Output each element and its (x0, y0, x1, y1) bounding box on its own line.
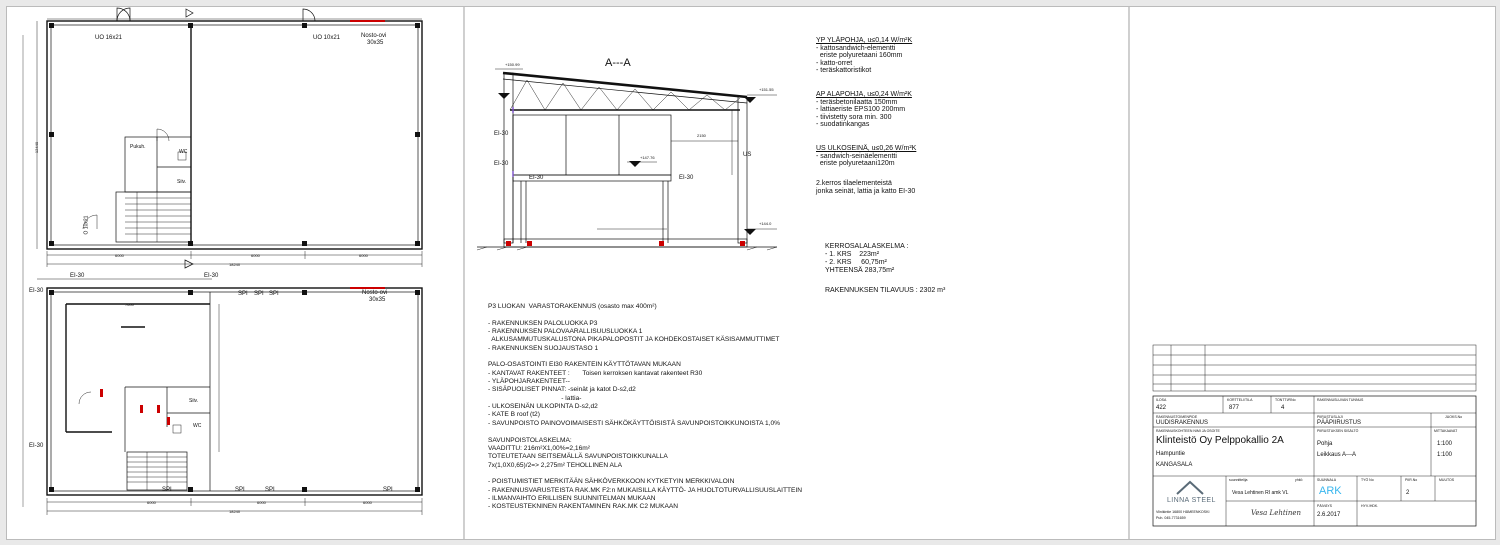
spec-us (816, 145, 916, 168)
tb-h-suunnittelu: SUUNNALA (1317, 478, 1337, 482)
level-mid: +147.76 (640, 155, 655, 160)
note-line-20: 7x(1,0X0,65)/2=> 2,275m² TEHOLLINEN ALA (488, 461, 623, 469)
upper-room-siiv: Siiv. (177, 179, 187, 185)
upper-room-wc: WC (179, 149, 188, 155)
note-line-22: - POISTUMISTIET MERKITÄÄN SÄHKÖVERKKOON KYTKETYIN MERKKIVALOIN (488, 478, 735, 486)
section-dim-2150: 2150 (697, 133, 706, 138)
logo-roof-icon (1177, 482, 1203, 494)
tb-v-ilot: 422 (1156, 405, 1167, 411)
note-line-6: - RAKENNUKSEN SUOJAUSTASO 1 (488, 344, 599, 352)
level-top-right: +151.55 (759, 87, 774, 92)
company-logo: LINNA STEEL (1167, 497, 1216, 504)
tb-h-sisalto: PIIRUSTUKSEN SISÄLTÖ (1317, 429, 1359, 433)
area-calculation (825, 243, 908, 275)
note-line-5: ALKUSAMMUTUSKALUSTONA PIKAPALOPOSTIT JA KOHDEKOSTAISET KÄSISAMMUTTIMET (488, 336, 780, 344)
lower-dim-3: 6000 (363, 500, 372, 505)
area-krs2: - 2. KRS 60,75m² (825, 259, 887, 266)
note-line-9: - KANTAVAT RAKENTEET : Toisen kerroksen kantavat rakenteet R30 (488, 369, 703, 377)
tb-v-ark: ARK (1319, 485, 1342, 497)
spec-ap (816, 91, 912, 129)
tb-v-suunnittelija: Vesa Lehtinen RI amk VL (1232, 490, 1289, 496)
tb-v-sisalto2: Leikkaus A---A (1317, 452, 1357, 458)
spec-note-line-1: 2.kerros tilaelementeistä (816, 180, 892, 187)
tb-v-mk1: 1:100 (1437, 441, 1453, 447)
note-line-25: - KOSTEUSTEKNINEN RAKENTAMINEN RAK.MK C2 MUKAAN (488, 503, 679, 511)
note-line-16 (488, 428, 802, 436)
tb-v-mk2: 1:100 (1437, 452, 1453, 458)
section-ei-tag-1: EI-30 (494, 131, 509, 137)
upper-door-nosto-size: 30x35 (367, 40, 384, 46)
company-phone: Puh. 045-7731659 (1156, 516, 1186, 520)
note-line-18: VAADITTU: 216m²X1,00%=2,16m² (488, 444, 590, 452)
section-ei-tag-3: EI-30 (529, 175, 544, 181)
spec-note-line-2: jonka seinät, lattia ja katto EI-30 (816, 188, 916, 195)
spec-ap-line-2: - lattiaeriste EPS100 200mm (816, 106, 906, 114)
upper-floor-plan (37, 8, 422, 268)
spec-ap-title: AP ALAPOHJA, u≤0,24 W/m²K (816, 91, 912, 98)
tb-v-tontti: 4 (1281, 405, 1285, 411)
tb-h-hyv: HYV./HDK. (1361, 504, 1379, 508)
lower-spi-4: SPI (162, 487, 172, 493)
spec-us-line-2: eriste polyuretaani120m (816, 160, 895, 168)
spec-yp-line-3: - katto-orret (816, 59, 853, 67)
section-us-tag: US (743, 152, 752, 158)
lower-dim-width: 7600 (125, 302, 134, 307)
section-ei-tag-2: EI-30 (494, 161, 509, 167)
note-line-21 (488, 470, 802, 478)
tb-h-suunnittelija: suunnittelija (1229, 478, 1248, 482)
tb-v-pvm: 2.6.2017 (1317, 512, 1341, 518)
tb-v-addr1: Hampuntie (1156, 451, 1186, 457)
note-line-1: P3 LUOKAN VARASTORAKENNUS (osasto max 400m²) (488, 303, 657, 310)
fire-safety-notes (488, 303, 802, 512)
spec-yp (816, 37, 912, 75)
area-krs1: - 1. KRS 223m² (825, 251, 880, 258)
note-line-15: - SAVUNPOISTO PAINOVOIMAISESTI SÄHKÖKÄYTTÖISISTÄ SAVUNPOISTOIKKUNOISTA 1,0% (488, 419, 781, 427)
tb-h-kohde: RAKENNUSKOHTEEN NIMI JA OSOITE (1156, 429, 1220, 433)
tb-h-tunnus: RAKENNUSLUVAN TUNNUS (1317, 398, 1364, 402)
upper-dim-side: 12440 (34, 141, 40, 154)
spec-us-title: US ULKOSEINÄ, u≤0,26 W/m²K (816, 145, 917, 152)
note-line-12: - lattia- (488, 394, 582, 402)
lower-room-wc: WC (193, 423, 202, 429)
lower-door-nosto-size: 30x35 (369, 297, 386, 303)
spec-yp-line-2: eriste polyuretaani 160mm (816, 52, 903, 60)
tb-h-ilot: ILOSA (1156, 398, 1167, 402)
upper-door-uo2: UO 10x21 (313, 35, 341, 41)
title-block-frame (1153, 396, 1476, 526)
upper-room-pukuh: Pukuh. (130, 144, 146, 150)
company-address: Viinikintie 16800 HÄMEENKOSKI (1156, 510, 1210, 514)
tb-h-muutos: MUUTOS (1439, 478, 1455, 482)
tb-h-juokseva: JUOKS.No (1445, 415, 1463, 419)
lower-ei-tag-4: EI-30 (29, 443, 44, 449)
section-a-a (477, 69, 777, 250)
lower-room-siiv: Siiv. (189, 398, 199, 404)
building-volume: RAKENNUKSEN TILAVUUS : 2302 m³ (825, 287, 946, 294)
tb-h-piirustuslaji: PIIRUSTUSLAJI (1317, 415, 1343, 419)
spec-yp-line-4: - teräskattoristikot (816, 67, 872, 75)
section-title: A---A (605, 57, 631, 69)
spec-us-line-1: - sandwich-seinäelementti (816, 152, 897, 160)
lower-spi-3: SPI (269, 291, 279, 297)
note-line-24: - ILMANVAIHTO ERILLISEN SUUNNITELMAN MUKAAN (488, 494, 656, 502)
spec-ap-line-1: - teräsbetonilaatta 150mm (816, 98, 898, 106)
upper-dim-2: 6000 (251, 253, 260, 258)
lower-ei-tag-2: EI-30 (204, 273, 219, 279)
lower-dim-2: 6000 (257, 500, 266, 505)
lower-door-nosto: Nosto-ovi (362, 290, 388, 296)
area-total: YHTEENSÄ 283,75m² (825, 267, 895, 274)
level-ground: +144.0 (759, 221, 772, 226)
upper-door-side: O 10x21 (83, 215, 90, 235)
upper-dim-total: 18240 (229, 262, 241, 267)
tb-v-sisalto1: Pohja (1317, 441, 1333, 447)
note-line-8: PALO-OSASTOINTI EI30 RAKENTEIN KÄYTTÖTAVAN MUKAAN (488, 361, 681, 369)
spec-yp-title: YP YLÄPOHJA, u≤0,14 W/m²K (816, 37, 913, 44)
lower-spi-6: SPI (265, 487, 275, 493)
lower-spi-2: SPI (254, 291, 264, 297)
tb-v-kortteli: 877 (1229, 405, 1240, 411)
tb-h-tyo: TYÖ No (1361, 478, 1374, 482)
note-line-17: SAVUNPOISTOLASKELMA: (488, 436, 572, 444)
upper-dim-3: 6000 (359, 253, 368, 258)
spec-note (816, 180, 915, 196)
level-top-left: +150.99 (505, 62, 520, 67)
lower-spi-1: SPI (238, 291, 248, 297)
lower-dim-1: 6000 (147, 500, 156, 505)
lower-ei-tag-1: EI-30 (70, 273, 85, 279)
tb-v-piirustuslaji: PÄÄPIIRUSTUS (1317, 420, 1362, 426)
spec-ap-line-3: - tiivistetty sora min. 300 (816, 113, 892, 121)
tb-h-kortteli: KORTTELI/TILA (1227, 398, 1253, 402)
tb-v-piirno: 2 (1406, 490, 1410, 496)
area-heading: KERROSALALASKELMA : (825, 243, 909, 250)
upper-door-nosto: Nosto-ovi (361, 33, 387, 39)
spec-yp-line-1: - kattosandwich-elementti (816, 44, 896, 52)
note-line-3: - RAKENNUKSEN PALOLUOKKA P3 (488, 319, 598, 327)
note-line-23: - RAKENNUSVARUSTEISTA RAK.MK F2:n MUKAISILLA KÄYTTÖ- JA HUOLTOTURVALLISUUSLAITTEIN (488, 486, 803, 494)
upper-dim-1: 6000 (115, 253, 124, 258)
tb-v-addr2: KANGASALA (1156, 462, 1193, 468)
note-line-2 (488, 311, 802, 319)
lower-ei-tag-3: EI-30 (29, 288, 44, 294)
lower-floor-plan (37, 279, 422, 515)
lower-dim-total: 18240 (229, 509, 241, 514)
note-line-11: - SISÄPUOLISET PINNAT: -seinät ja katot D-s2,d2 (488, 386, 636, 394)
spec-ap-line-4: - suodatinkangas (816, 121, 870, 129)
tb-h-allek: yhtiö (1295, 478, 1303, 482)
upper-door-uo1: UO 16x21 (95, 35, 123, 41)
tb-h-tontti: TONTTI/RNo (1275, 398, 1296, 402)
note-line-14: - KATE B roof (t2) (488, 411, 540, 419)
tb-h-pvm: PÄIVÄYS (1317, 504, 1332, 508)
note-line-10: - YLÄPOHJARAKENTEET-- (488, 378, 570, 386)
tb-v-kohde: Klinteistö Oy Pelppokallio 2A (1156, 435, 1284, 446)
lower-spi-7: SPI (383, 487, 393, 493)
designer-signature: Vesa Lehtinen (1251, 509, 1302, 517)
revision-table (1153, 345, 1476, 391)
note-line-4: - RAKENNUKSEN PALOVAARALLISUUSLUOKKA 1 (488, 328, 643, 336)
drawing-sheet (6, 6, 1496, 540)
tb-h-mittakaava: MITTAKAAVAT (1434, 429, 1458, 433)
tb-h-piirno: PIIR.No (1405, 478, 1418, 482)
note-line-13: - ULKOSEINÄN ULKOPINTA D-s2,d2 (488, 403, 598, 411)
section-ei-tag-4: EI-30 (679, 175, 694, 181)
tb-v-toimenpide: UUDISRAKENNUS (1156, 420, 1209, 426)
note-line-19: TOTEUTETAAN SEITSEMÄLLÄ SAVUNPOISTOIKKUNALLA (488, 453, 668, 461)
lower-spi-5: SPI (235, 487, 245, 493)
tb-h-toimenpide: RAKENNUSTOIMENPIDE (1156, 415, 1198, 419)
